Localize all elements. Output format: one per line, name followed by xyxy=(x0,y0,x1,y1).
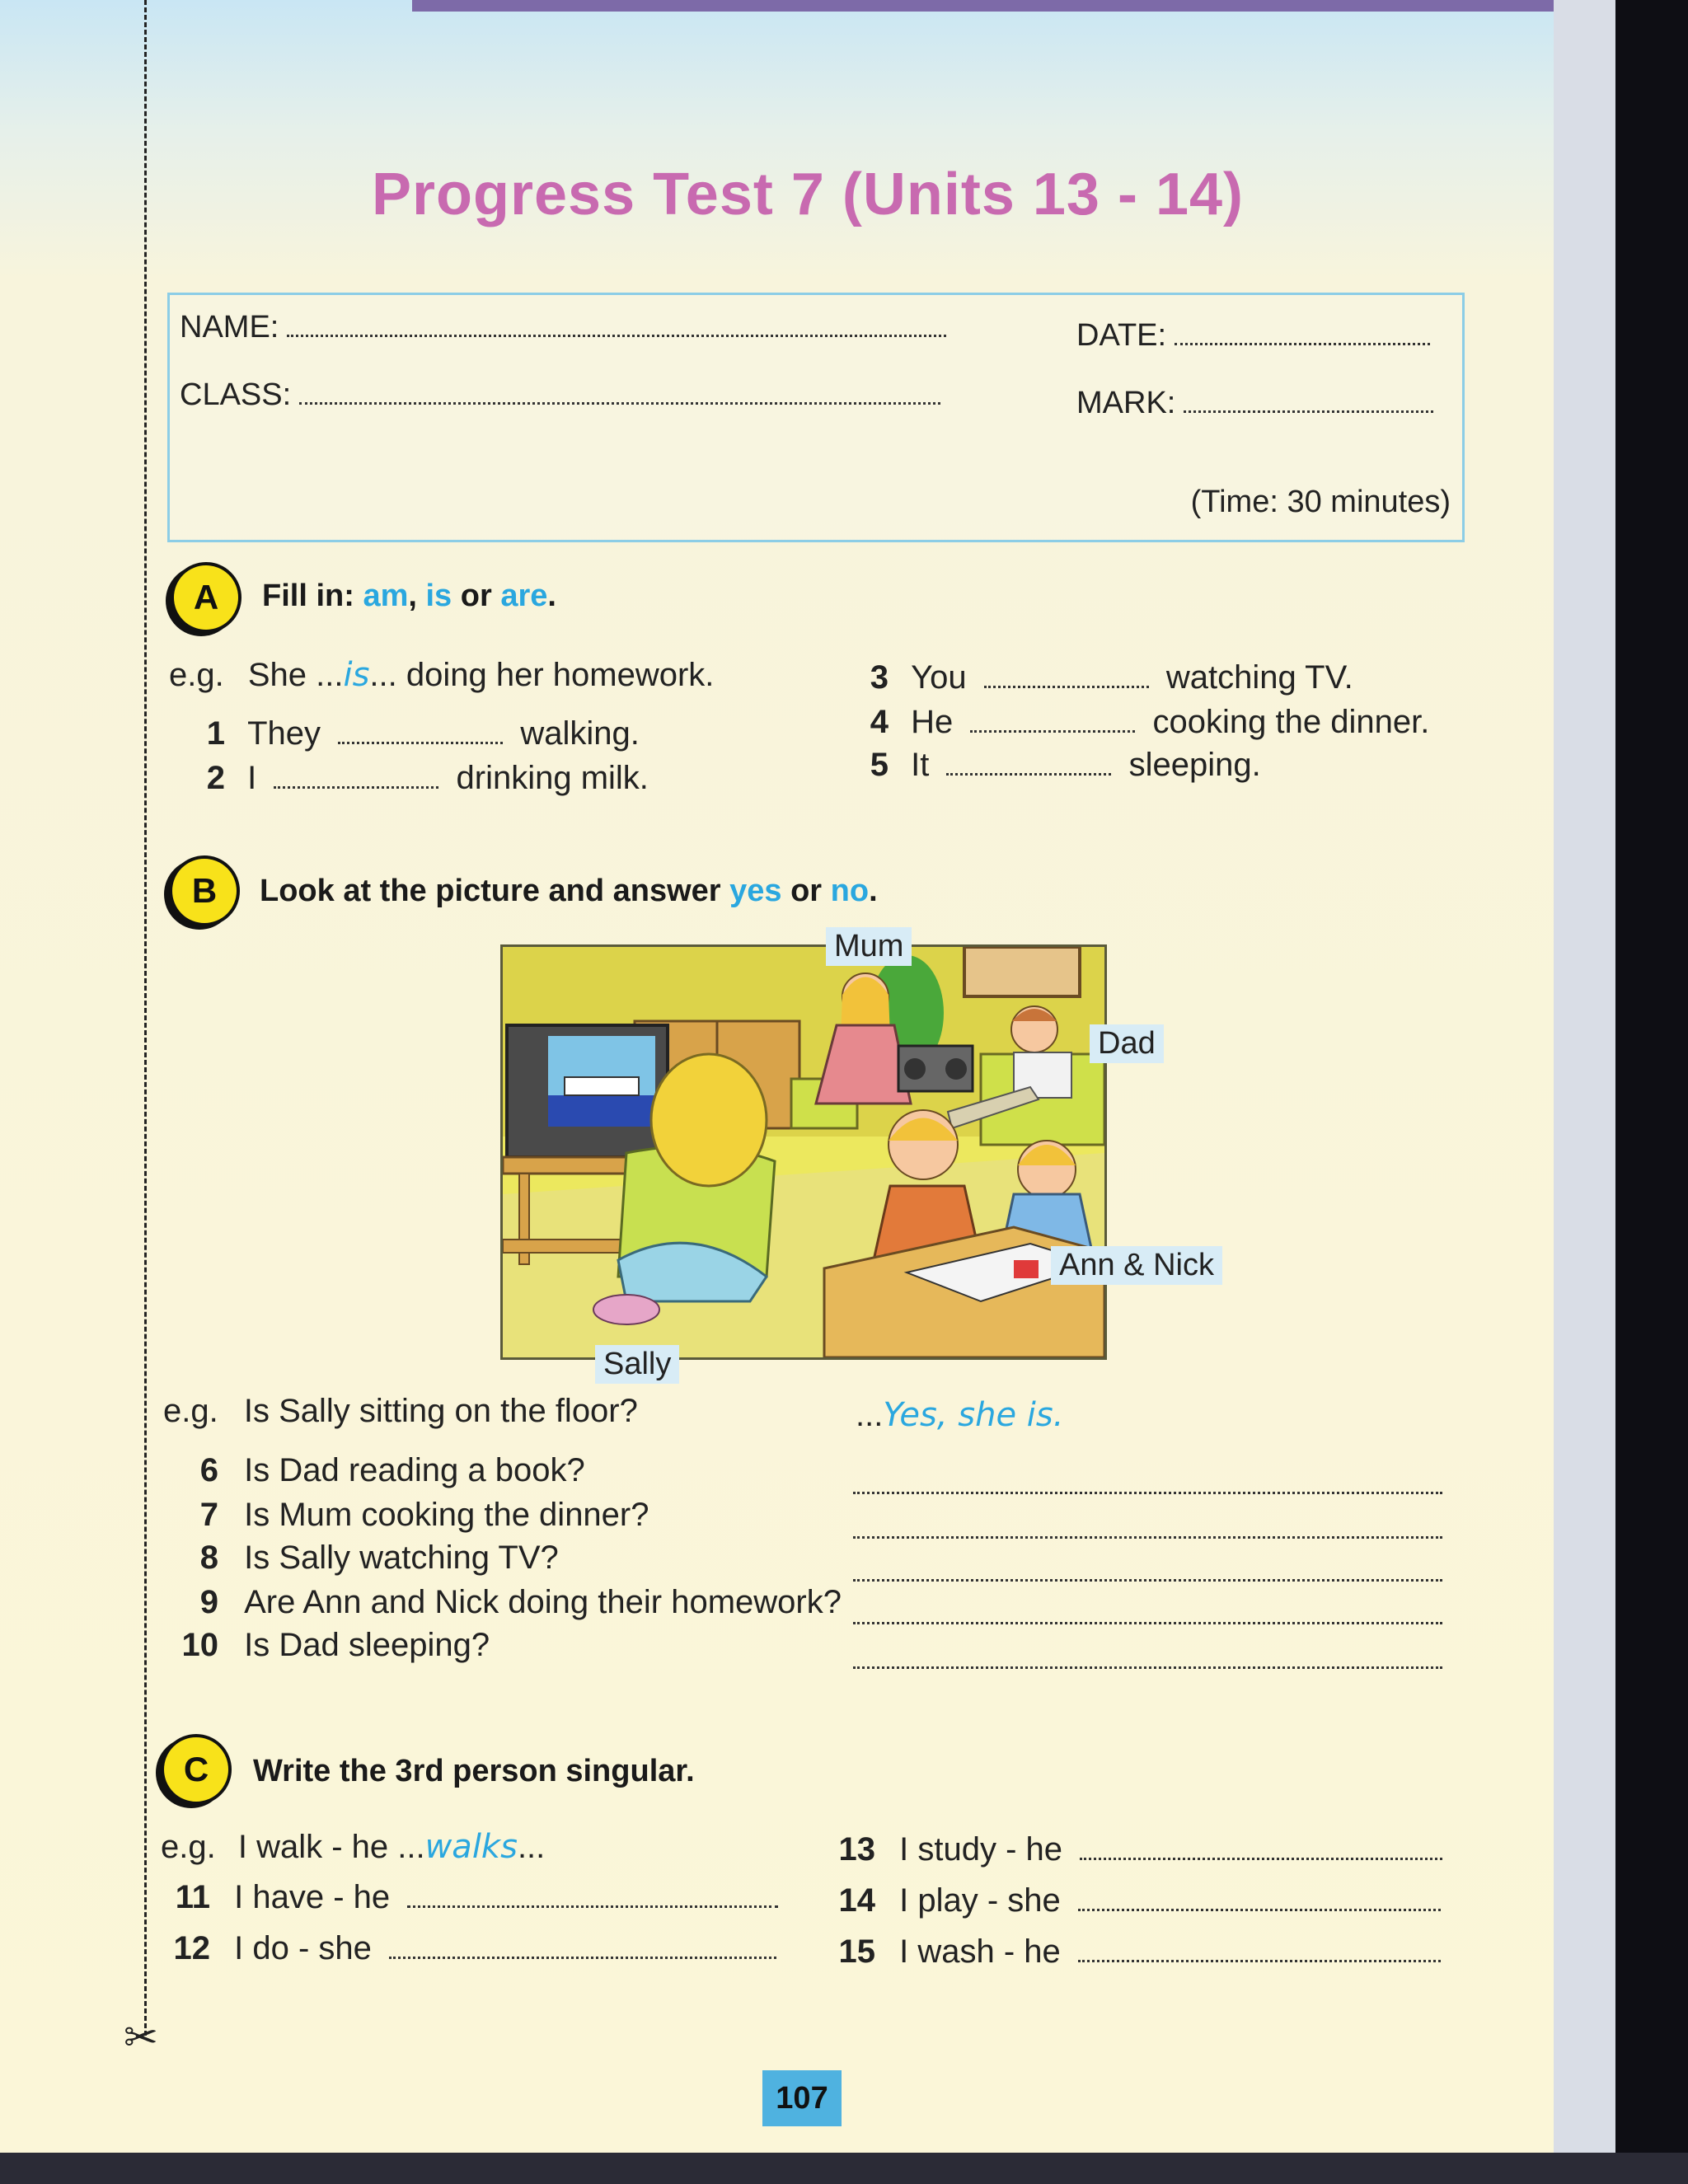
item-number: 13 xyxy=(838,1831,875,1868)
example-answer: walks xyxy=(424,1828,518,1866)
date-field[interactable] xyxy=(1076,318,1430,354)
picture-label-ann-nick: Ann & Nick xyxy=(1051,1246,1222,1285)
section-b-example xyxy=(163,1393,638,1430)
instruction-text: Look at the picture and answer xyxy=(260,874,721,908)
example-text: She ... xyxy=(247,657,344,693)
class-line[interactable] xyxy=(299,379,940,405)
list-item xyxy=(834,1831,1442,1868)
section-b-instruction xyxy=(260,874,878,909)
answer-line[interactable] xyxy=(338,719,503,744)
cut-line xyxy=(144,0,147,2036)
list-item xyxy=(202,715,640,752)
section-a-instruction xyxy=(262,579,556,614)
example-answer: is xyxy=(343,656,370,694)
section-c-badge: C xyxy=(161,1734,232,1805)
date-line[interactable] xyxy=(1175,320,1430,345)
book-edge xyxy=(1615,0,1688,2184)
separator: or xyxy=(460,579,492,613)
name-line[interactable] xyxy=(287,312,946,337)
item-text: watching TV. xyxy=(1165,659,1353,696)
answer-line[interactable] xyxy=(407,1882,778,1908)
page-title: Progress Test 7 (Units 13 - 14) xyxy=(371,162,1245,227)
answer-line[interactable] xyxy=(1080,1835,1442,1860)
question-text: Is Dad reading a book? xyxy=(244,1452,585,1488)
answer-line-7[interactable] xyxy=(853,1536,1442,1539)
period: . xyxy=(547,579,556,613)
list-item xyxy=(834,1882,1441,1919)
item-number: 11 xyxy=(175,1879,210,1915)
question-number: 9 xyxy=(199,1584,218,1620)
class-label: CLASS: xyxy=(180,377,292,412)
living-room-illustration xyxy=(503,947,1104,1357)
item-text: I play - she xyxy=(899,1882,1061,1919)
item-number: 2 xyxy=(206,760,225,796)
answer-line[interactable] xyxy=(1078,1886,1441,1911)
question-number: 8 xyxy=(199,1540,218,1576)
answer-line[interactable] xyxy=(274,763,438,789)
question-text: Is Sally watching TV? xyxy=(244,1540,559,1576)
answer-line-8[interactable] xyxy=(853,1579,1442,1582)
name-field[interactable] xyxy=(180,310,946,345)
answer-line[interactable] xyxy=(389,1933,776,1959)
section-c-instruction: Write the 3rd person singular. xyxy=(253,1754,695,1788)
item-text: I do - she xyxy=(234,1930,372,1966)
example-label: e.g. xyxy=(161,1829,216,1865)
section-b-example-answer xyxy=(856,1396,1063,1434)
item-text: drinking milk. xyxy=(456,760,649,796)
date-label: DATE: xyxy=(1076,318,1167,353)
answer-line[interactable] xyxy=(970,707,1135,733)
item-subject: I xyxy=(247,760,257,796)
list-item xyxy=(202,760,649,797)
option-am: am xyxy=(363,579,409,613)
item-number: 3 xyxy=(870,659,889,696)
question-row xyxy=(177,1627,490,1664)
mark-line[interactable] xyxy=(1184,387,1433,413)
answer-prefix: ... xyxy=(856,1397,884,1433)
list-item xyxy=(834,1933,1441,1971)
student-info-box xyxy=(167,293,1465,542)
answer-line-6[interactable] xyxy=(853,1492,1442,1494)
item-number: 1 xyxy=(206,715,225,752)
picture-label-sally: Sally xyxy=(595,1345,679,1384)
question-text: Is Dad sleeping? xyxy=(244,1627,490,1663)
item-text: cooking the dinner. xyxy=(1152,704,1430,740)
answer-line[interactable] xyxy=(984,663,1149,688)
question-row xyxy=(177,1452,585,1489)
book-bottom-edge xyxy=(0,2153,1688,2184)
question-number: 10 xyxy=(181,1627,218,1663)
item-text: walking. xyxy=(520,715,640,752)
question-row xyxy=(177,1540,559,1577)
section-c-example xyxy=(161,1828,545,1866)
time-note: (Time: 30 minutes) xyxy=(1190,485,1451,519)
example-text: ... doing her homework. xyxy=(369,657,715,693)
item-subject: He xyxy=(911,704,954,740)
question-text: Are Ann and Nick doing their homework? xyxy=(244,1584,842,1620)
option-is: is xyxy=(425,579,452,613)
period: . xyxy=(869,874,878,908)
family-living-room-picture xyxy=(500,944,1107,1360)
picture-label-dad: Dad xyxy=(1090,1024,1164,1063)
item-text: sleeping. xyxy=(1128,747,1261,783)
question-number: 7 xyxy=(199,1497,218,1533)
section-a-example xyxy=(169,656,714,694)
answer-line-9[interactable] xyxy=(853,1622,1442,1624)
item-number: 4 xyxy=(870,704,889,740)
list-item xyxy=(865,704,1429,741)
scissors-icon: ✂ xyxy=(124,2014,158,2060)
item-subject: You xyxy=(911,659,967,696)
name-label: NAME: xyxy=(180,310,279,344)
question-text: Is Mum cooking the dinner? xyxy=(244,1497,649,1533)
item-subject: It xyxy=(911,747,930,783)
item-text: I have - he xyxy=(234,1879,391,1915)
instruction-text: Fill in: xyxy=(262,579,354,613)
section-b-badge: B xyxy=(169,855,240,926)
example-question: Is Sally sitting on the floor? xyxy=(243,1393,638,1429)
next-page-edge xyxy=(1554,0,1615,2153)
option-no: no xyxy=(830,874,870,908)
question-row xyxy=(177,1584,842,1621)
page-number: 107 xyxy=(762,2070,842,2126)
top-color-band xyxy=(412,0,1566,12)
example-text: ... xyxy=(517,1829,546,1865)
section-a-badge: A xyxy=(171,562,241,633)
list-item xyxy=(865,659,1353,696)
question-number: 6 xyxy=(199,1452,218,1488)
example-text: I walk - he ... xyxy=(237,1829,425,1865)
example-label: e.g. xyxy=(163,1393,218,1429)
class-field[interactable] xyxy=(180,377,940,413)
item-text: I study - he xyxy=(899,1831,1062,1868)
list-item xyxy=(865,747,1261,784)
separator: or xyxy=(790,874,823,908)
item-number: 15 xyxy=(838,1933,875,1970)
answer-line-10[interactable] xyxy=(853,1666,1442,1669)
option-are: are xyxy=(500,579,548,613)
item-number: 12 xyxy=(173,1930,210,1966)
option-yes: yes xyxy=(729,874,782,908)
example-answer: Yes, she is. xyxy=(883,1396,1064,1434)
mark-label: MARK: xyxy=(1076,386,1176,420)
item-subject: They xyxy=(247,715,321,752)
answer-line[interactable] xyxy=(1078,1937,1441,1962)
example-label: e.g. xyxy=(169,657,224,693)
list-item xyxy=(169,1930,776,1967)
answer-line[interactable] xyxy=(946,750,1111,776)
question-row xyxy=(177,1497,649,1534)
mark-field[interactable] xyxy=(1076,386,1433,421)
picture-label-mum: Mum xyxy=(826,927,912,966)
separator: , xyxy=(408,579,417,613)
list-item xyxy=(169,1879,778,1916)
item-number: 14 xyxy=(838,1882,875,1919)
item-text: I wash - he xyxy=(899,1933,1061,1970)
item-number: 5 xyxy=(870,747,889,783)
